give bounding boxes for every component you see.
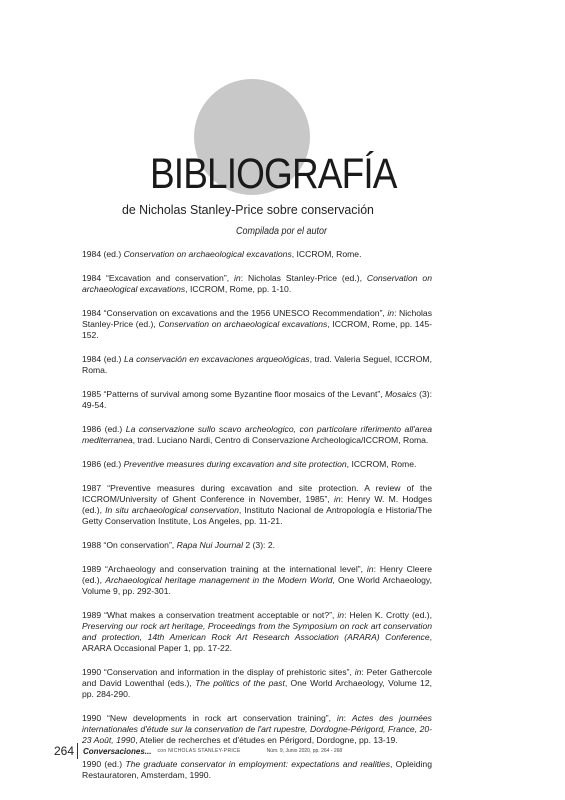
bibliography-entry	[82, 389, 432, 411]
entry-italic-text: Rapa Nui Journal	[176, 540, 243, 550]
entry-italic-text: Conservation on archaeological excavations	[82, 273, 432, 294]
entry-text: 1986 (ed.)	[82, 459, 124, 469]
entry-text: 1984 “Excavation and conservation”,	[82, 273, 234, 283]
journal-name: Conversaciones...	[83, 746, 152, 756]
bibliography-entry	[82, 424, 432, 446]
entry-text: 1985 “Patterns of survival among some Byzantine floor mosaics of the Levant”,	[82, 389, 386, 399]
title-block	[150, 150, 437, 198]
page-footer	[54, 743, 342, 759]
bibliography-entry	[82, 354, 432, 376]
entry-text: , ICCROM, Rome.	[291, 249, 362, 259]
bibliography-entry	[82, 667, 432, 700]
entry-italic-text: Preserving our rock art heritage, Proceedings from the Symposium on rock art conservation and protection, 14th American Rock Art Research Association (ARARA) Conference	[82, 621, 432, 642]
entry-italic-text: Actes des journées internationales d'étude sur la conservation de l'art rupestre, Dordogne-Périgord, France, 20-23 Août, 1990	[82, 713, 432, 745]
entry-text: , Atelier de recherches et d'études en Périgord, Dordogne, pp. 13-19.	[135, 735, 398, 745]
page-number: 264	[54, 744, 75, 758]
entry-text: 1990 (ed.)	[82, 759, 126, 769]
entry-italic-text: in	[366, 564, 374, 574]
bibliography-entry	[82, 610, 432, 654]
bibliography-entry	[82, 759, 432, 781]
entry-text: 1987 “Preventive measures during excavation and site protection. A review of the ICCROM/University of Ghent Conference in November, 1985”,	[82, 483, 432, 504]
entry-text: : Peter Gathercole and David Lowenthal (eds.),	[82, 667, 432, 688]
entry-italic-text: in	[387, 308, 395, 318]
entry-text: , One World Archaeology, Volume 9, pp. 292-301.	[82, 575, 432, 596]
entry-text: 1984 (ed.)	[82, 249, 124, 259]
entry-italic-text: Conservation on archaeological excavations	[158, 319, 328, 329]
entry-text: , ICCROM, Rome, pp. 145-152.	[82, 319, 432, 340]
entry-italic-text: Preventive measures during excavation and site protection	[123, 459, 347, 469]
entry-text: 1990 “New developments in rock art conservation training”,	[82, 713, 337, 723]
entry-italic-text: The graduate conservator in employment: expectations and realities	[125, 759, 391, 769]
entry-text: 1990 “Conservation and information in the display of prehistoric sites”,	[82, 667, 355, 677]
bibliography-entry	[82, 483, 432, 527]
bibliography-entry	[82, 564, 432, 597]
entry-italic-text: Mosaics	[385, 389, 417, 399]
entry-text: :	[343, 713, 352, 723]
footer-byline: con NICHOLAS STANLEY-PRICE	[157, 748, 241, 754]
entry-text: 1989 “Archaeology and conservation training at the international level”,	[82, 564, 367, 574]
entry-italic-text: in	[354, 667, 362, 677]
entry-text: , Opleiding Restauratoren, Amsterdam, 1990.	[82, 759, 432, 780]
bibliography-list	[82, 249, 432, 794]
entry-italic-text: In situ archaeological conservation	[105, 505, 239, 515]
entry-italic-text: Archaeological heritage management in the Modern World	[105, 575, 333, 585]
bibliography-entry	[82, 713, 432, 746]
entry-text: , trad. Valeria Seguel, ICCROM, Roma.	[82, 354, 432, 375]
entry-text: , One World Archaeology, Volume 12, pp. 284-290.	[82, 678, 433, 699]
entry-text: , trad. Luciano Nardi, Centro di Conservazione Archeologica/ICCROM, Roma.	[132, 435, 429, 445]
entry-italic-text: in	[333, 494, 341, 504]
entry-italic-text: in	[234, 273, 241, 283]
entry-text: , ICCROM, Rome.	[346, 459, 417, 469]
entry-text: , ICCROM, Rome, pp. 1-10.	[185, 284, 292, 294]
entry-italic-text: in	[336, 713, 344, 723]
entry-text: 1988 “On conservation”,	[82, 540, 177, 550]
entry-italic-text: Conservation on archaeological excavations	[123, 249, 292, 259]
entry-italic-text: La conservazione sullo scavo archeologico, con particolare riferimento all'area mediterranea	[82, 424, 432, 445]
bibliography-entry	[82, 540, 432, 551]
entry-text: : Helen K. Crotty (ed.),	[344, 610, 433, 620]
entry-text: 1989 “What makes a conservation treatment acceptable or not?”,	[82, 610, 338, 620]
entry-italic-text: The politics of the past	[195, 678, 285, 688]
entry-text: : Henry W. M. Hodges (ed.),	[82, 494, 432, 515]
entry-italic-text: La conservación en excavaciones arqueológicas	[123, 354, 310, 364]
entry-italic-text: in	[337, 610, 345, 620]
entry-text: : Henry Cleere (ed.),	[82, 564, 432, 585]
entry-text: 1986 (ed.)	[82, 424, 126, 434]
bibliography-entry	[82, 249, 432, 260]
page-subtitle: de Nicholas Stanley-Price sobre conservación	[122, 202, 374, 217]
entry-text: , ARARA Occasional Paper 1, pp. 17-22.	[82, 632, 432, 653]
entry-text: : Nicholas Stanley-Price (ed.),	[240, 273, 367, 283]
bibliography-entry	[82, 459, 432, 470]
bibliography-entry	[82, 273, 432, 295]
compiler-note: Compilada por el autor	[236, 226, 328, 237]
entry-text: , Instituto Nacional de Antropología e Historia/The Getty Conservation Institute, Los Angeles, pp. 11-21.	[82, 505, 433, 526]
page-title: BIBLIOGRAFÍA	[150, 150, 397, 198]
entry-text: 1984 “Conservation on excavations and the 1956 UNESCO Recommendation”,	[82, 308, 388, 318]
entry-text: (3): 49-54.	[82, 389, 432, 410]
entry-text: : Nicholas Stanley-Price (ed.),	[82, 308, 432, 329]
entry-text: 1984 (ed.)	[82, 354, 124, 364]
bibliography-entry	[82, 308, 432, 341]
volume-info: Núm. 9, Junio 2020, pp. 264 - 268	[266, 748, 343, 754]
footer-divider	[77, 743, 78, 759]
entry-text: 2 (3): 2.	[243, 540, 275, 550]
